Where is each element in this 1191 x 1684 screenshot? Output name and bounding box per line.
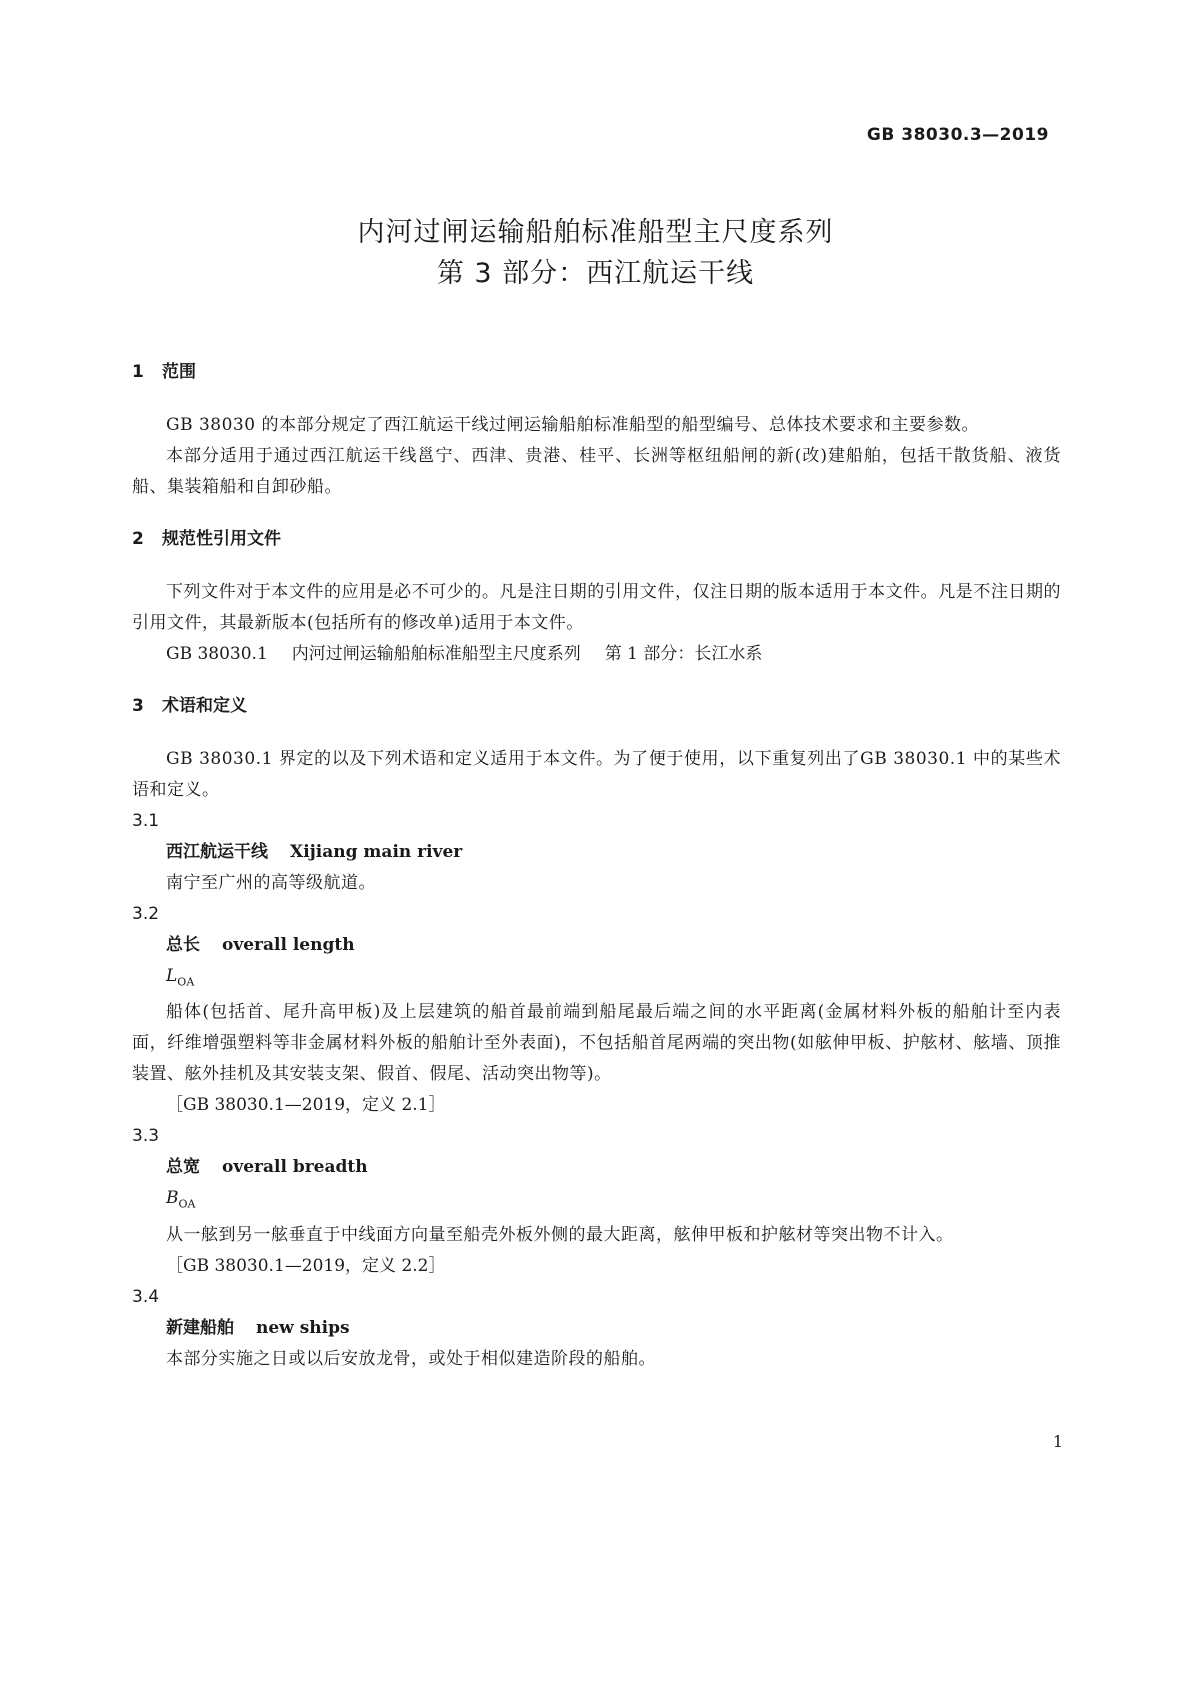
symbol-letter: L	[166, 966, 178, 986]
symbol-subscript: OA	[177, 975, 195, 989]
section-heading-normative-references	[132, 527, 1061, 551]
terms-intro-paragraph: GB 38030.1 界定的以及下列术语和定义适用于本文件。为了便于使用，以下重复列出了GB 38030.1 中的某些术语和定义。	[132, 749, 1061, 800]
title-line-1: 内河过闸运输船舶标准船型主尺度系列	[357, 217, 834, 248]
term-english: overall breadth	[222, 1157, 368, 1178]
section-number: 2	[132, 529, 144, 549]
term-definition: 本部分实施之日或以后安放龙骨，或处于相似建造阶段的船舶。	[166, 1348, 656, 1369]
term-english: Xijiang main river	[290, 842, 463, 862]
section-title: 范围	[162, 362, 196, 382]
term-definition: 南宁至广州的高等级航道。	[166, 873, 376, 893]
term-number: 3.3	[132, 1126, 160, 1147]
term-english: overall length	[222, 935, 355, 955]
term-title	[132, 1152, 1061, 1183]
reference-part: 第 1 部分：长江水系	[604, 644, 763, 664]
scope-paragraph-1: GB 38030 的本部分规定了西江航运干线过闸运输船舶标准船型的船型编号、总体技术要求和主要参数。	[166, 415, 979, 435]
title-line-2: 第 3 部分：西江航运干线	[436, 258, 755, 289]
term-source: ［GB 38030.1—2019，定义 2.1］	[166, 1095, 446, 1116]
term-symbol	[132, 1183, 1061, 1219]
term-number: 3.1	[132, 811, 160, 831]
reference-title: 内河过闸运输船舶标准船型主尺度系列	[291, 644, 581, 664]
term-title	[132, 1313, 1061, 1344]
document-title	[0, 212, 1191, 294]
scope-paragraph-2: 本部分适用于通过西江航运干线邕宁、西津、贵港、桂平、长洲等枢纽船闸的新(改)建船舶，包括干散货船、液货船、集装箱船和自卸砂船。	[132, 446, 1061, 497]
term-chinese: 总宽	[166, 1157, 200, 1178]
term-title	[132, 930, 1061, 961]
section-heading-terms-definitions	[132, 694, 1061, 718]
section-number: 3	[132, 696, 144, 716]
term-chinese: 西江航运干线	[166, 842, 268, 862]
symbol-subscript: OA	[178, 1197, 196, 1211]
term-symbol	[132, 961, 1061, 997]
page-number: 1	[1052, 1432, 1063, 1451]
term-definition: 船体(包括首、尾升高甲板)及上层建筑的船首最前端到船尾最后端之间的水平距离(金属材料外板的船舶计至内表面，纤维增强塑料等非金属材料外板的船舶计至外表面)，不包括船首尾两端的突出物(如舷伸甲板、护舷材、舷墙、顶推装置、舷外挂机及其安装支架、假首、假尾、活动突出物等)。	[132, 1002, 1061, 1085]
section-title: 规范性引用文件	[162, 529, 281, 549]
section-number: 1	[132, 362, 144, 382]
document-body	[132, 360, 1061, 1375]
term-chinese: 总长	[166, 935, 200, 955]
term-chinese: 新建船舶	[166, 1317, 234, 1338]
term-source: ［GB 38030.1—2019，定义 2.2］	[166, 1255, 446, 1276]
references-paragraph: 下列文件对于本文件的应用是必不可少的。凡是注日期的引用文件，仅注日期的版本适用于本文件。凡是不注日期的引用文件，其最新版本(包括所有的修改单)适用于本文件。	[132, 582, 1061, 633]
term-number: 3.2	[132, 904, 160, 924]
reference-code: GB 38030.1	[166, 644, 268, 664]
symbol-letter: B	[166, 1188, 179, 1209]
term-number: 3.4	[132, 1286, 160, 1307]
section-heading-scope	[132, 360, 1061, 384]
reference-entry	[132, 639, 1061, 670]
term-title	[132, 837, 1061, 868]
term-english: new ships	[256, 1317, 350, 1338]
section-title: 术语和定义	[162, 696, 247, 716]
term-definition: 从一舷到另一舷垂直于中线面方向量至船壳外板外侧的最大距离，舷伸甲板和护舷材等突出物不计入。	[166, 1224, 954, 1245]
standard-code: GB 38030.3—2019	[866, 125, 1049, 145]
